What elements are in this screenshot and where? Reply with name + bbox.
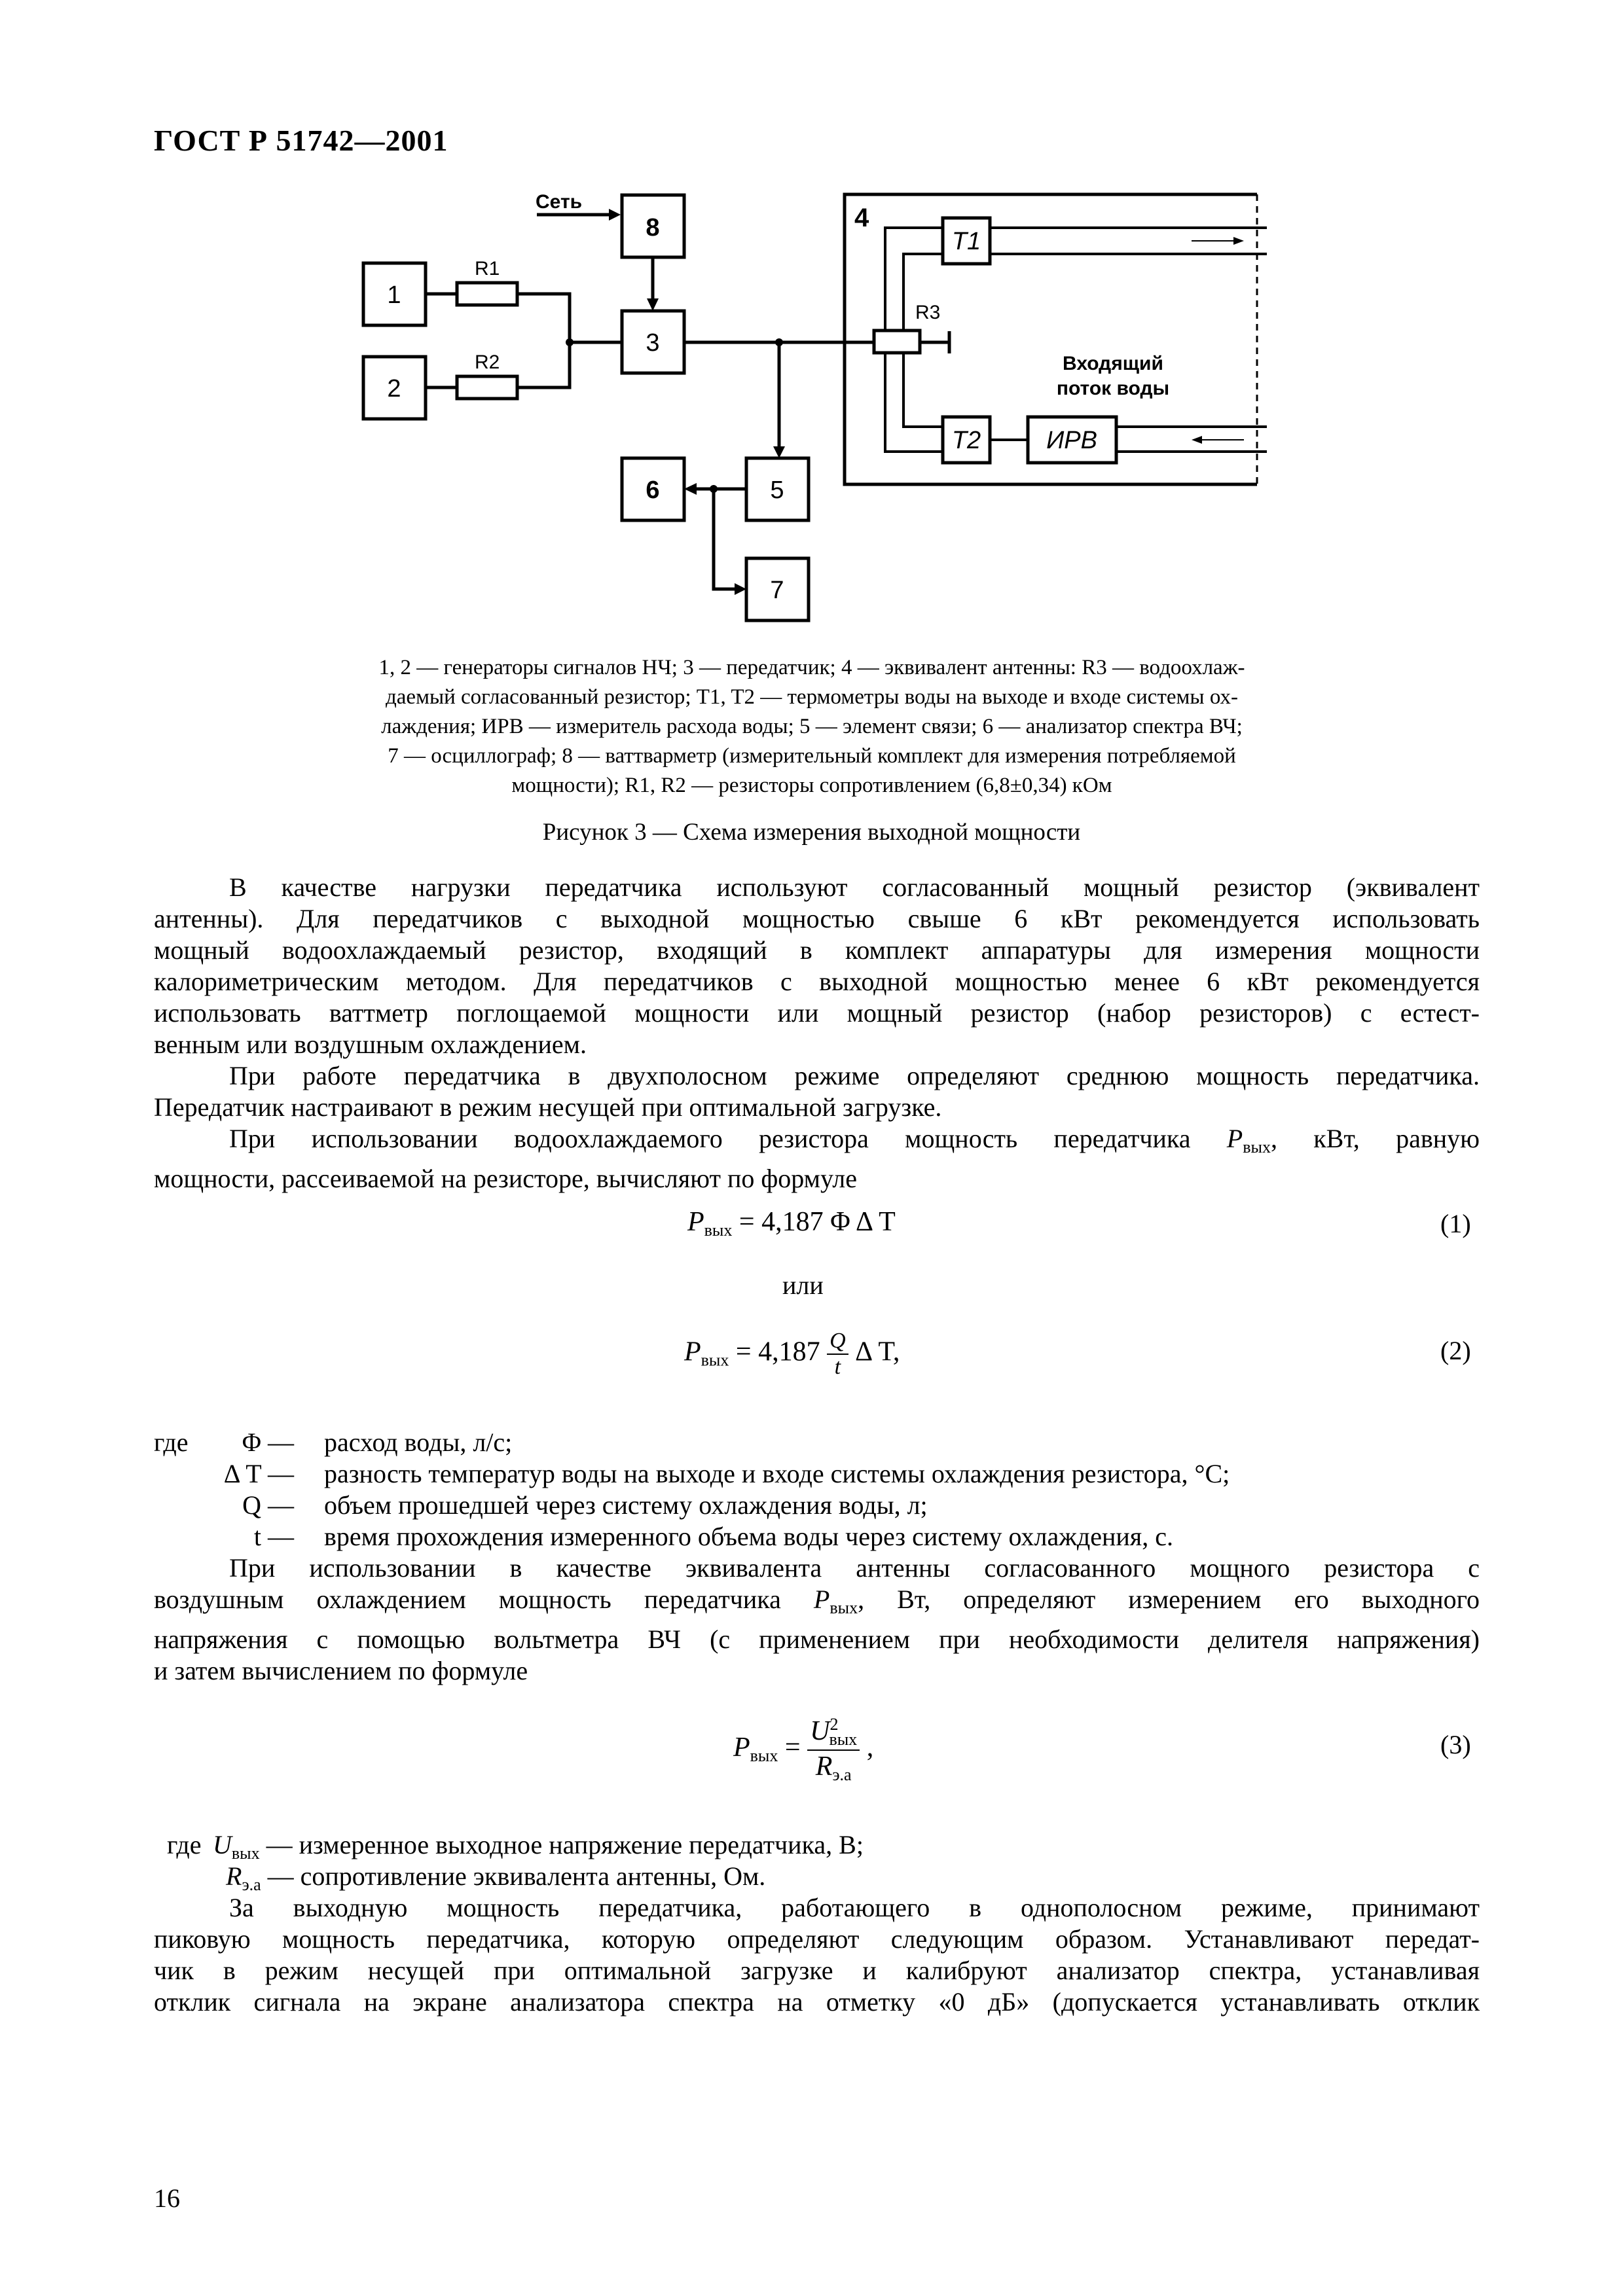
equation-number: (2) bbox=[1440, 1336, 1471, 1365]
legend-symbol: t — bbox=[253, 1522, 294, 1551]
resistor-r1 bbox=[457, 283, 517, 305]
text-line: венным или воздушным охлаждением. bbox=[154, 1030, 587, 1059]
resistor-r3 bbox=[874, 331, 920, 353]
text-line: В качестве нагрузки передатчика используют согласованный мощный резистор (эквивалент bbox=[229, 872, 1480, 902]
legend-symbol bbox=[226, 1861, 765, 1895]
r1-label: R1 bbox=[475, 258, 500, 279]
text-fragment: воздушным охлаждением мощность передатчика bbox=[154, 1585, 781, 1614]
denominator: t bbox=[834, 1355, 841, 1379]
legend-symbol bbox=[213, 1829, 864, 1863]
block-2-label: 2 bbox=[387, 375, 401, 403]
text-line: мощный водоохлаждаемый резистор, входящий в комплект аппаратуры для измерения мощности bbox=[154, 935, 1480, 965]
figure-title: Рисунок 3 — Схема измерения выходной мощности bbox=[542, 819, 1081, 846]
equals-sign: = bbox=[784, 1732, 801, 1763]
text-line: За выходную мощность передатчика, работающего в однополосном режиме, принимают bbox=[229, 1893, 1480, 1922]
block-8-label: 8 bbox=[646, 214, 660, 242]
where-label: где bbox=[154, 1427, 189, 1457]
numerator: Q bbox=[827, 1329, 848, 1355]
superscript: 2 bbox=[830, 1715, 839, 1734]
figure-legend-line: даемый согласованный резистор; T1, T2 — термометры воды на выходе и входе системы ох- bbox=[385, 685, 1238, 709]
equation-rhs: = 4,187 bbox=[735, 1336, 820, 1367]
figure-legend-line: 1, 2 — генераторы сигналов НЧ; 3 — передатчик; 4 — эквивалент антенны: R3 — водоохлаж- bbox=[378, 656, 1245, 679]
legend-text: расход воды, л/с; bbox=[324, 1427, 513, 1457]
subscript: вых bbox=[701, 1350, 729, 1370]
text-line: и затем вычислением по формуле bbox=[154, 1656, 528, 1685]
net-label: Сеть bbox=[536, 191, 583, 213]
figure-legend-line: лаждения; ИРВ — измеритель расхода воды; 5 — элемент связи; 6 — анализатор спектра ВЧ; bbox=[381, 715, 1243, 738]
block-3-label: 3 bbox=[646, 329, 660, 357]
symbol-p: P bbox=[687, 1207, 704, 1237]
subscript: вых bbox=[1243, 1138, 1271, 1157]
flow-label-line2: поток воды bbox=[1056, 378, 1170, 399]
where-label: где bbox=[167, 1830, 202, 1859]
symbol-u: U bbox=[810, 1716, 830, 1746]
text-line: Передатчик настраивают в режим несущей при оптимальной загрузке. bbox=[154, 1092, 942, 1122]
symbol-p: P bbox=[733, 1732, 750, 1763]
subscript: вых bbox=[231, 1844, 260, 1863]
equation-rhs: = 4,187 Φ Δ T bbox=[739, 1207, 896, 1237]
paragraph-2 bbox=[154, 1060, 1480, 1123]
flow-label-line1: Входящий bbox=[1063, 353, 1163, 374]
r3-label: R3 bbox=[915, 302, 941, 323]
text-fragment: , Вт, определяют измерением его выходного bbox=[858, 1585, 1480, 1614]
block-7-label: 7 bbox=[770, 577, 784, 604]
symbol-p: P bbox=[684, 1336, 701, 1367]
figure-legend-line: мощности); R1, R2 — резисторы сопротивлением (6,8±0,34) кОм bbox=[511, 774, 1112, 797]
page-number: 16 bbox=[154, 2183, 180, 2213]
symbol-u: U bbox=[213, 1830, 232, 1859]
fraction bbox=[827, 1329, 848, 1380]
paragraph-4 bbox=[154, 1552, 1480, 1687]
legend-text: — измеренное выходное напряжение передатчика, В; bbox=[266, 1830, 864, 1859]
irv-label: ИРВ bbox=[1046, 427, 1097, 454]
legend-text: объем прошедшей через систему охлаждения воды, л; bbox=[324, 1490, 928, 1520]
block-4-label: 4 bbox=[854, 204, 869, 232]
paragraph-5 bbox=[154, 1892, 1480, 2018]
text-line: При работе передатчика в двухполосном режиме определяют среднюю мощность передатчика. bbox=[229, 1061, 1480, 1090]
text-line: пиковую мощность передатчика, которую определяют следующим образом. Устанавливают передат- bbox=[154, 1924, 1480, 1954]
text-line: чик в режим несущей при оптимальной загрузке и калибруют анализатор спектра, устанавливая bbox=[154, 1956, 1480, 1985]
subscript: э.а bbox=[242, 1875, 261, 1894]
block-5-label: 5 bbox=[770, 476, 784, 504]
symbol-r: R bbox=[815, 1751, 833, 1782]
fraction bbox=[807, 1715, 860, 1785]
text-line bbox=[154, 1584, 1480, 1624]
subscript: вых bbox=[704, 1221, 733, 1240]
figure-legend-line: 7 — осциллограф; 8 — ваттварметр (измерительный комплект для измерения потребляемой bbox=[388, 744, 1236, 768]
text-line: мощности, рассеиваемой на резисторе, вычисляют по формуле bbox=[154, 1164, 857, 1193]
document-header: ГОСТ Р 51742—2001 bbox=[154, 124, 448, 157]
block-1-label: 1 bbox=[387, 281, 401, 309]
legend-symbol: Δ T — bbox=[223, 1459, 294, 1488]
resistor-r2 bbox=[457, 376, 517, 399]
subscript: вых bbox=[830, 1598, 858, 1617]
text-line: При использовании в качестве эквивалента антенны согласованного мощного резистора с bbox=[229, 1553, 1480, 1583]
symbol-r: R bbox=[226, 1861, 242, 1891]
symbol-p: P bbox=[1226, 1124, 1243, 1153]
r2-label: R2 bbox=[475, 351, 500, 373]
measurement-scheme-diagram bbox=[327, 177, 1322, 648]
equation-1 bbox=[687, 1206, 896, 1240]
subscript: вых bbox=[829, 1730, 858, 1749]
equation-2 bbox=[684, 1329, 900, 1380]
denominator bbox=[807, 1751, 860, 1785]
text-line: напряжения с помощью вольтметра ВЧ (с применением при необходимости делителя напряжения) bbox=[154, 1624, 1480, 1654]
text-line: антенны). Для передатчиков с выходной мощностью свыше 6 кВт рекомендуется использовать bbox=[154, 904, 1480, 933]
equation-number: (3) bbox=[1440, 1730, 1471, 1759]
legend-symbol: Φ — bbox=[242, 1427, 294, 1457]
text-fragment: , кВт, равную bbox=[1270, 1124, 1480, 1153]
paragraph-1 bbox=[154, 872, 1480, 1060]
block-6-label: 6 bbox=[646, 476, 660, 504]
equation-number: (1) bbox=[1440, 1209, 1471, 1238]
legend-text: — сопротивление эквивалента антенны, Ом. bbox=[267, 1861, 766, 1891]
symbol-p: P bbox=[813, 1585, 830, 1614]
comma: , bbox=[866, 1732, 874, 1763]
paragraph-3 bbox=[154, 1123, 1480, 1194]
legend-text: время прохождения измеренного объема воды через систему охлаждения, с. bbox=[324, 1522, 1173, 1551]
text-line: калориметрическим методом. Для передатчиков с выходной мощностью менее 6 кВт рекомендуется bbox=[154, 967, 1480, 996]
legend-symbol: Q — bbox=[242, 1490, 294, 1520]
text-line: отклик сигнала на экране анализатора спектра на отметку «0 дБ» (допускается устанавливать отклик bbox=[154, 1987, 1480, 2017]
text-line: использовать ваттметр поглощаемой мощности или мощный резистор (набор резисторов) с естест- bbox=[154, 998, 1480, 1028]
equation-rhs: Δ T, bbox=[855, 1336, 900, 1367]
subscript: вых bbox=[750, 1746, 778, 1766]
or-text: или bbox=[782, 1270, 824, 1300]
legend-text: разность температур воды на выходе и входе системы охлаждения резистора, °С; bbox=[324, 1459, 1230, 1488]
subscript: э.а bbox=[832, 1765, 852, 1784]
numerator bbox=[807, 1715, 860, 1751]
t1-label: T1 bbox=[951, 228, 981, 255]
text-fragment: При использовании водоохлаждаемого резистора мощность передатчика bbox=[229, 1124, 1191, 1153]
equation-3 bbox=[733, 1715, 873, 1785]
text-line bbox=[154, 1123, 1480, 1163]
t2-label: T2 bbox=[951, 427, 981, 454]
figure-legend bbox=[282, 653, 1342, 800]
